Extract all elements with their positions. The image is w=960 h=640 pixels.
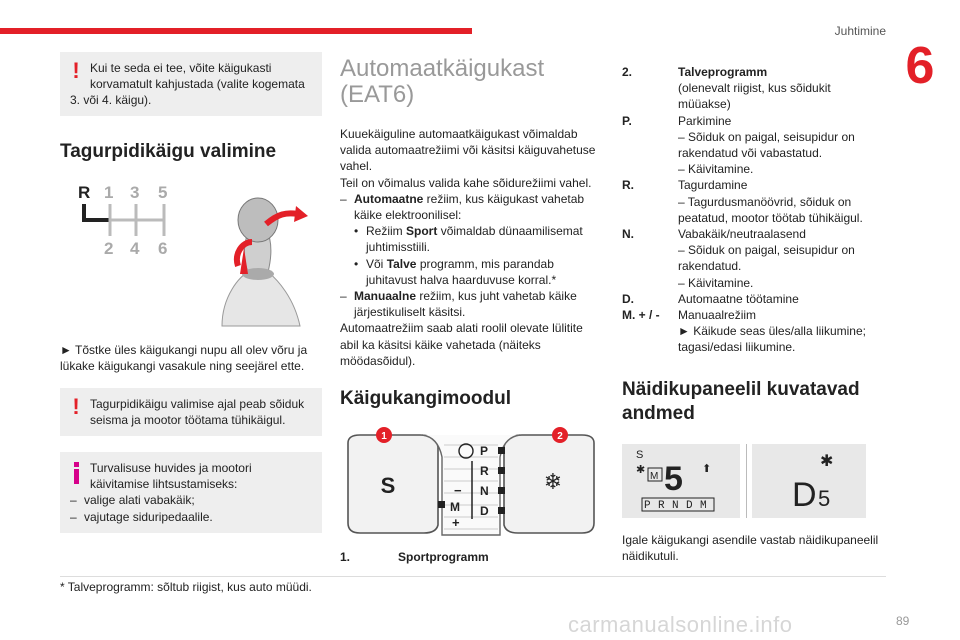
warning-text-1b: 3. või 4. käigu). — [70, 93, 152, 107]
warning-box-reverse — [60, 388, 322, 436]
info-item: – vajutage siduripedaalile. — [70, 509, 213, 524]
panel-drive-letter: D — [792, 475, 817, 514]
gear-d: D — [480, 504, 489, 519]
gearbox-modes-intro: Teil on võimalus valida kahe sõidurežiimi vahel. — [340, 175, 592, 190]
warning-text-1: Kui te seda ei tee, võite käigukasti korvamatult kahjustada (valite kogemata — [90, 61, 305, 91]
gear-mode-row — [622, 64, 884, 113]
reverse-gear-diagram — [72, 176, 312, 336]
badge-1-label: 1 — [381, 431, 387, 443]
info-icon — [70, 460, 82, 484]
gear-mode-line: – Käivitamine. — [678, 275, 754, 290]
gear-mode-key: R. — [622, 178, 634, 193]
gear-mode-line: Tagurdamine — [678, 178, 748, 193]
gear-mode-row — [622, 113, 884, 178]
info-box — [60, 452, 322, 532]
gear-label-3: 3 — [130, 183, 140, 202]
info-item: – valige alati vabakäik; — [70, 493, 195, 508]
panel-n: N — [672, 499, 679, 512]
sport-mode-bullet: • Režiim Sport võimaldab dünaamilisemat juhtimisstiili. — [354, 224, 583, 255]
upshift-arrow-icon: ⬆ — [702, 461, 712, 475]
gear-mode-key: M. + / - — [622, 308, 660, 323]
steering-switches-text: Automaatrežiim saab alati roolil olevate lülitite abil ka käsitsi käike vahetada (näiteks möödasõidul). — [340, 321, 583, 368]
footnote-divider — [60, 576, 886, 577]
panel-p: P — [644, 499, 651, 512]
gearbox-intro: Kuuekäiguline automaatkäigukast võimaldab valida automaatrežiimi või käsitsi käiguvahetuse vahel. — [340, 127, 596, 174]
gear-modes-list — [622, 64, 884, 356]
panel-snowflake-icon: ✱ — [820, 450, 834, 470]
panel-gear-number: 5 — [664, 459, 683, 498]
title-line-1: Automaatkäigukast — [340, 55, 545, 82]
panel-sport-indicator: S — [636, 448, 644, 461]
gear-label-5: 5 — [158, 183, 168, 202]
gear-mode-key: P. — [622, 113, 632, 128]
gear-module-heading: Käigukangimoodul — [340, 388, 511, 410]
manual-minus: − — [454, 483, 462, 499]
warning-icon: ! — [72, 58, 80, 83]
instrument-panel-images — [622, 444, 884, 518]
manual-plus: + — [452, 515, 460, 531]
automatic-mode-item: – Automaatne režiim, kus käigukast vahetab käike elektroonilisel: — [340, 191, 585, 223]
panel-r: R — [658, 499, 665, 512]
gear-selector-module — [340, 427, 602, 537]
gear-mode-line: – Sõiduk on paigal, seisupidur on rakendatud või vabastatud. — [678, 129, 855, 161]
automatic-gearbox-title — [340, 56, 602, 108]
reverse-gear-heading: Tagurpidikäigu valimine — [60, 141, 277, 162]
reverse-instruction: ► Tõstke üles käigukangi nupu all olev võru ja lükake käigukangi vasakule ning seejärel ette. — [60, 343, 308, 374]
gear-mode-line: – Käivitamine. — [678, 162, 754, 177]
gear-mode-key: 2. — [622, 65, 633, 79]
warning-icon: ! — [72, 394, 80, 420]
panel-winter-icon: ✱ — [636, 462, 646, 476]
gear-mode-row — [622, 291, 884, 307]
gear-label-1: 1 — [104, 183, 114, 202]
panel-m: M — [700, 499, 707, 512]
manual-mode-item: – Manuaalne režiim, kus juht vahetab käike järjestikuliselt käsitsi. — [340, 289, 577, 320]
gear-mode-line: Talveprogramm — [678, 65, 768, 79]
gear-mode-line: (olenevalt riigist, kus sõidukit müüakse) — [678, 81, 831, 112]
gear-mode-row — [622, 177, 884, 226]
sport-button-label: S — [380, 473, 396, 499]
gear-mode-line: ► Käikude seas üles/alla liikumine; tagasi/edasi liikumine. — [678, 324, 866, 355]
winter-snowflake-icon: ❄ — [543, 470, 563, 496]
gear-p: P — [480, 444, 489, 459]
gear-r: R — [480, 464, 489, 479]
winter-mode-bullet: • Või Talve programm, mis parandab juhitavust halva haarduvuse korral.* — [354, 256, 557, 287]
gear-mode-row — [622, 226, 884, 291]
gear-mode-line: Automaatne töötamine — [678, 291, 799, 306]
chapter-number: 6 — [905, 37, 935, 95]
gear-mode-line: – Sõiduk on paigal, seisupidur on rakendatud. — [678, 243, 855, 274]
panel-display-auto — [752, 444, 866, 518]
column-right — [622, 64, 884, 564]
panel-description: Igale käigukangi asendile vastab näidikupaneelil näidikutuli. — [622, 532, 879, 563]
panel-display-manual — [622, 444, 740, 518]
gear-label-2: 2 — [104, 239, 114, 258]
gear-label-6: 6 — [158, 239, 168, 258]
manual-m: M — [450, 500, 460, 515]
watermark: carmanualsonline.info — [568, 612, 793, 637]
instrument-panel-heading: Näidikupaneelil kuvatavad andmed — [622, 378, 860, 424]
warning-box-gear — [60, 52, 322, 116]
column-left — [60, 52, 322, 549]
gear-label-4: 4 — [130, 239, 140, 258]
figure-caption-1: 1. Sportprogramm — [340, 550, 489, 565]
gear-label-reverse: R — [78, 183, 91, 202]
panel-d: D — [686, 499, 693, 512]
gear-mode-line: – Tagurdusmanöövrid, sõiduk on peatatud, mootor töötab tühikäigul. — [678, 194, 863, 225]
footnote: * Talveprogramm: sõltub riigist, kus auto müüdi. — [60, 580, 312, 594]
gear-n: N — [480, 484, 489, 499]
panel-drive-gear: 5 — [818, 485, 831, 511]
badge-2-label: 2 — [557, 431, 563, 443]
gear-mode-key: N. — [622, 227, 634, 242]
info-text: Turvalisuse huvides ja mootori käivitamise lihtsustamiseks: — [90, 461, 252, 492]
section-title: Juhtimine — [834, 24, 886, 38]
gear-mode-key: D. — [622, 291, 634, 306]
gear-mode-line: Vabakäik/neutraalasend — [678, 227, 806, 242]
gear-mode-line: Manuaalrežiim — [678, 308, 757, 323]
gear-mode-line: Parkimine — [678, 113, 732, 128]
warning-text-2: Tagurpidikäigu valimise ajal peab sõiduk seisma ja mootor töötama tühikäigul. — [90, 397, 305, 428]
title-line-2: (EAT6) — [340, 81, 415, 108]
gear-mode-row — [622, 307, 884, 356]
panel-m-indicator: M — [650, 470, 659, 482]
column-middle — [340, 52, 602, 565]
page-number: 89 — [896, 614, 910, 628]
header-accent-bar — [0, 28, 472, 34]
